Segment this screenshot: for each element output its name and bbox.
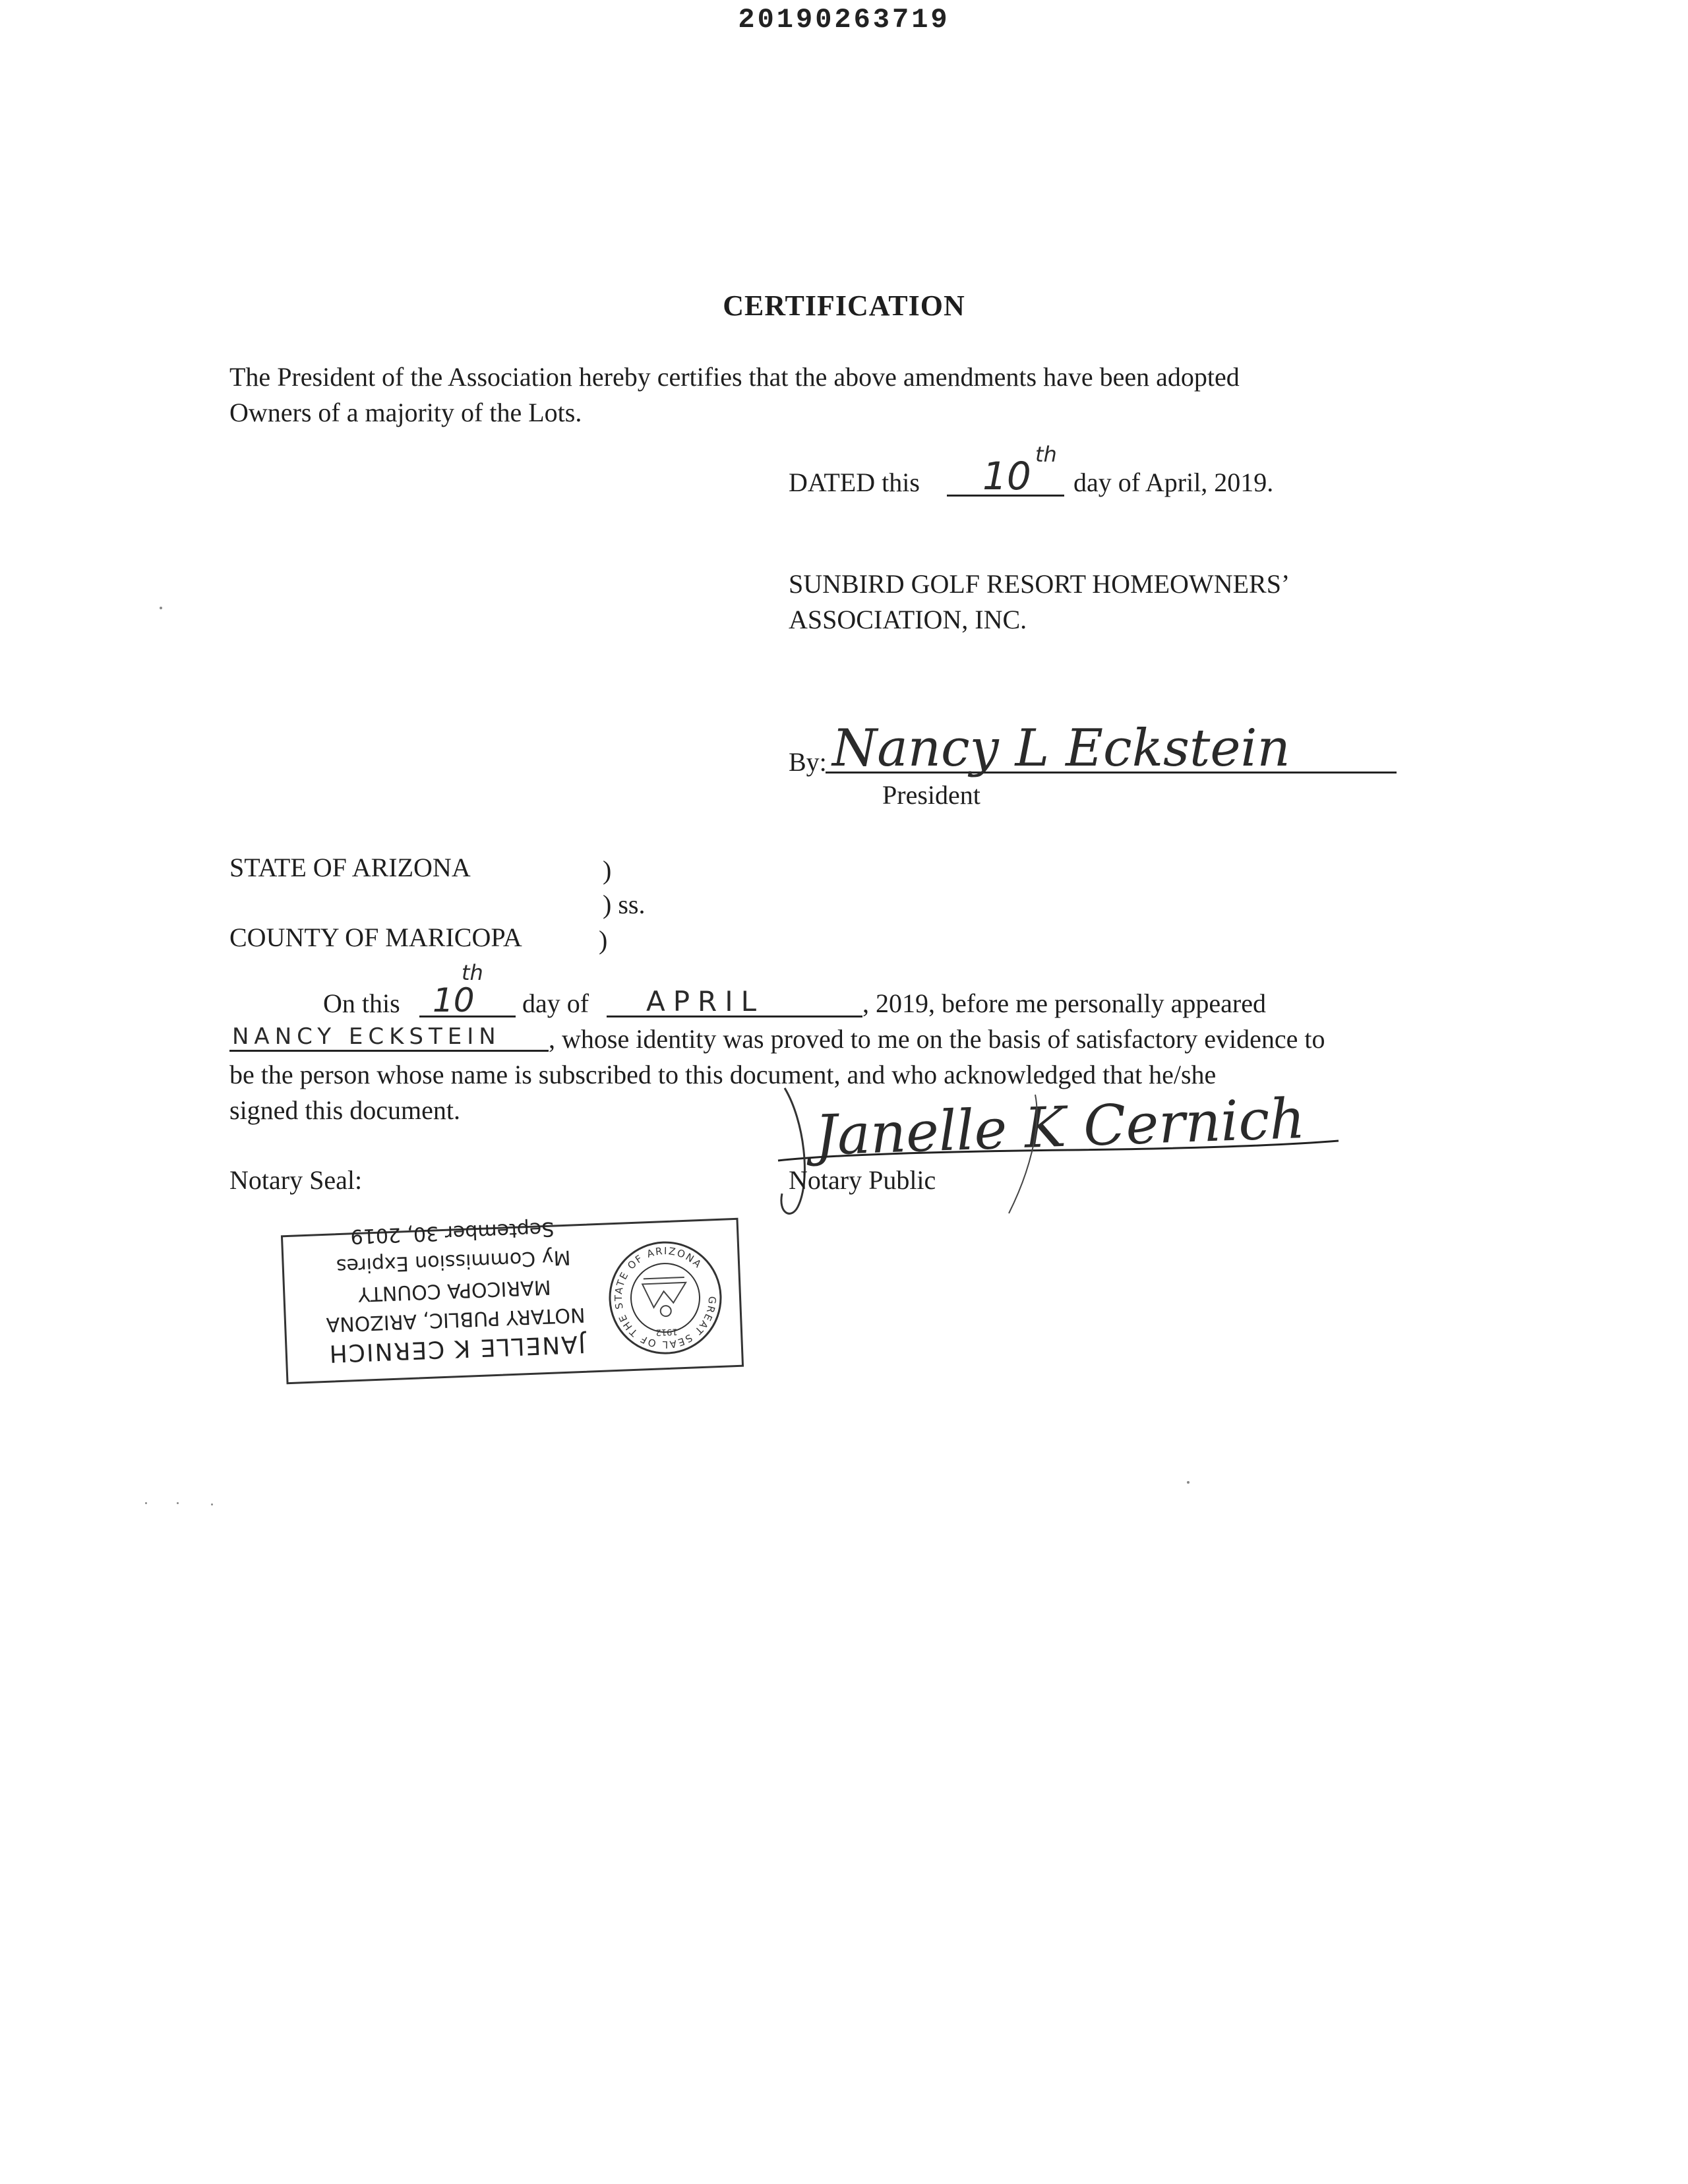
scan-speck bbox=[1187, 1481, 1190, 1484]
ack-line4-text: signed this document. bbox=[229, 1095, 460, 1125]
association-name-line1: SUNBIRD GOLF RESORT HOMEOWNERS’ bbox=[789, 569, 1290, 599]
stamp-text-block bbox=[297, 1211, 612, 1368]
notary-public-label: Notary Public bbox=[789, 1165, 936, 1195]
certification-text-line1: The President of the Association hereby certifies that the above amendments have been adopted bbox=[229, 362, 1240, 392]
venue-paren-1: ) bbox=[603, 855, 612, 885]
seal-ring-text: GREAT SEAL OF THE STATE OF ARIZONA bbox=[612, 1244, 719, 1351]
venue-ss: ) ss. bbox=[603, 890, 646, 919]
state-label: STATE OF ARIZONA bbox=[229, 853, 471, 882]
scan-speck bbox=[211, 1503, 213, 1505]
notary-stamp bbox=[281, 1218, 744, 1384]
page-title: CERTIFICATION bbox=[723, 289, 965, 322]
document-number: 20190263719 bbox=[738, 4, 950, 36]
appeared-name-handwritten: NANCY ECKSTEIN bbox=[232, 1023, 501, 1050]
scan-speck bbox=[145, 1502, 147, 1504]
by-label: By: bbox=[789, 747, 827, 777]
association-name-line2: ASSOCIATION, INC. bbox=[789, 605, 1027, 634]
scan-speck bbox=[177, 1502, 179, 1504]
appeared-name-underline bbox=[229, 1050, 549, 1052]
day-of-label: day of bbox=[522, 988, 589, 1018]
stamp-notary-name: JANELLE K CERNICH bbox=[327, 1329, 586, 1367]
dated-suffix: day of April, 2019. bbox=[1073, 468, 1274, 497]
dated-prefix: DATED this bbox=[789, 468, 920, 497]
dated-day-handwritten: 10 bbox=[982, 454, 1031, 499]
signer-title: President bbox=[882, 780, 980, 810]
venue-paren-3: ) bbox=[599, 925, 608, 955]
notary-signature: Janelle K Cernich bbox=[814, 1086, 1306, 1168]
ack-line2-text: , whose identity was proved to me on the basis of satisfactory evidence to bbox=[549, 1024, 1325, 1054]
stamp-line3: MARICOPA COUNTY bbox=[357, 1275, 552, 1306]
stamp-line4: My Commission Expires bbox=[336, 1245, 571, 1278]
scan-speck bbox=[160, 607, 162, 609]
dated-day-suffix: th bbox=[1035, 442, 1057, 467]
certification-text-line2: Owners of a majority of the Lots. bbox=[229, 398, 582, 427]
ack-day-suffix: th bbox=[462, 960, 483, 985]
county-label: COUNTY OF MARICOPA bbox=[229, 923, 522, 952]
president-signature: Nancy L Eckstein bbox=[832, 719, 1290, 778]
ack-day-handwritten: 10 bbox=[433, 981, 475, 1019]
ack-year-text: , 2019, before me personally appeared bbox=[862, 988, 1266, 1018]
state-seal-icon bbox=[604, 1236, 727, 1360]
stamp-line2: NOTARY PUBLIC, ARIZONA bbox=[326, 1302, 586, 1336]
ack-line3-text: be the person whose name is subscribed to this document, and who acknowledged that he/she bbox=[229, 1060, 1217, 1089]
stamp-line5: September 30, 2019 bbox=[349, 1217, 555, 1248]
on-this-label: On this bbox=[323, 988, 400, 1018]
ack-month-handwritten: APRIL bbox=[646, 985, 765, 1017]
notary-signature-strokes bbox=[758, 1068, 1352, 1227]
notary-seal-label: Notary Seal: bbox=[229, 1165, 363, 1195]
seal-year: 1912 bbox=[655, 1326, 678, 1337]
